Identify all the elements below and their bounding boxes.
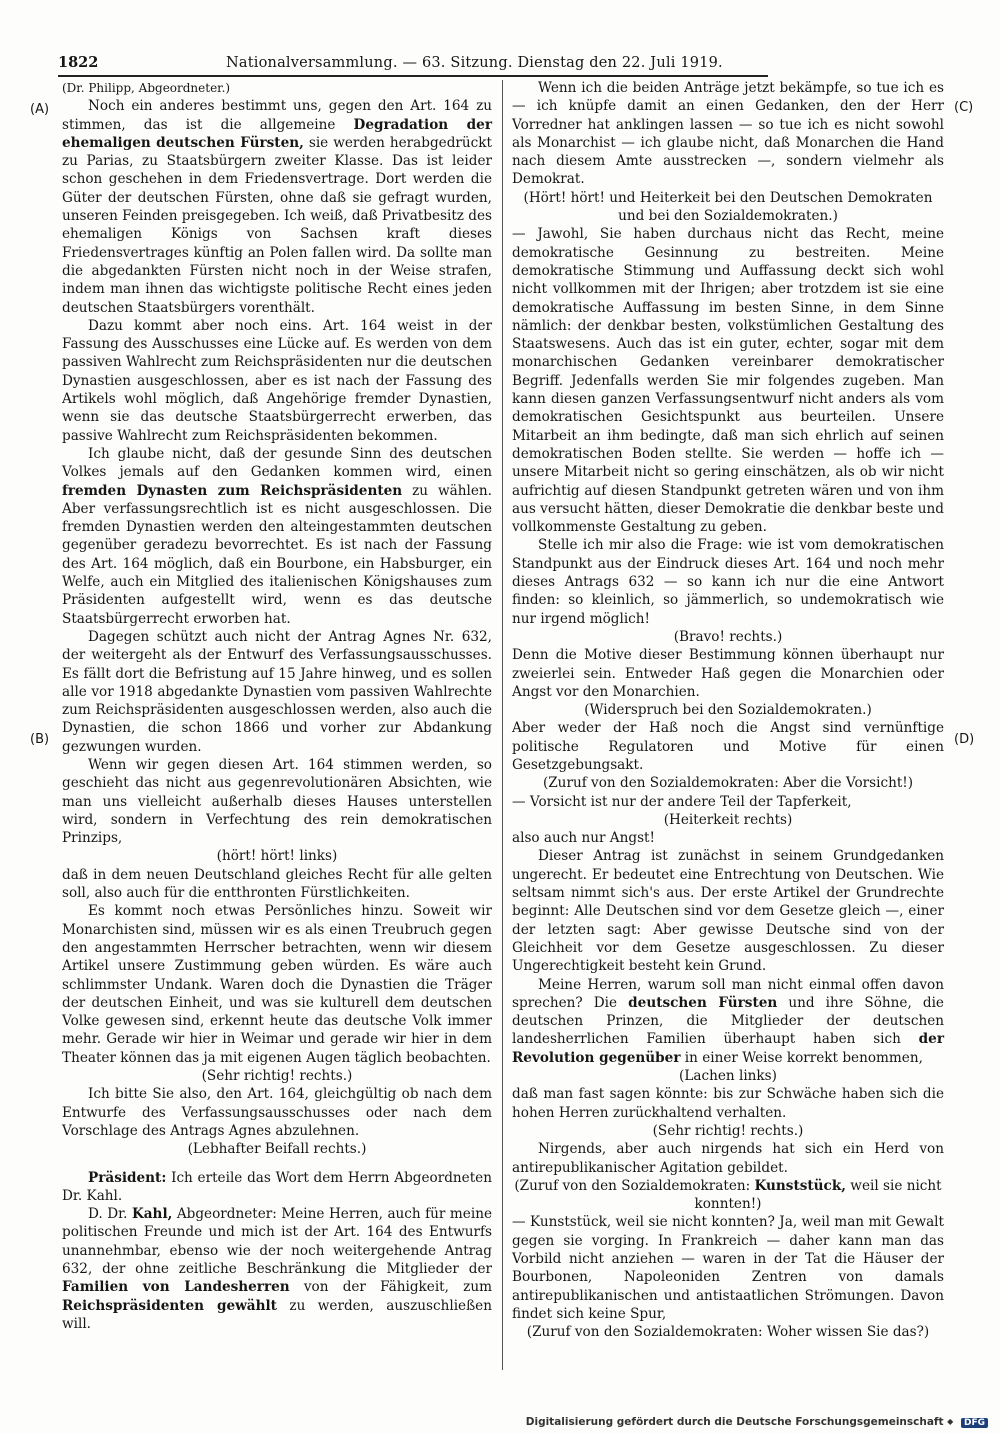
running-title: Nationalversammlung. — 63. Sitzung. Dienstag den 22. Juli 1919. [226, 55, 723, 71]
margin-marker-a: (A) [30, 102, 50, 117]
text: weil sie nicht konnten!) [694, 1177, 942, 1213]
funding-footer [526, 1416, 988, 1428]
bold-text: Kunststück, [754, 1177, 846, 1194]
text: und ihre Söhne, die deutschen Prinzen, die Mitglieder der deutschen landesherrlichen Familien überhaupt haben sich [512, 994, 944, 1048]
interjection: (Heiterkeit rechts) [663, 811, 793, 828]
president-statement [62, 1169, 492, 1206]
paragraph: Nirgends, aber auch nirgends hat sich ein Herd von antirepublikanischer Agitation gebildet. [512, 1141, 944, 1176]
paragraph [62, 97, 492, 317]
page-header [58, 52, 772, 74]
interjection: (Bravo! rechts.) [673, 628, 783, 645]
interjection: (Hört! hört! und Heiterkeit bei den Deutschen Demokraten und bei den Sozialdemokraten.) [523, 189, 933, 225]
interjection [512, 1177, 944, 1214]
kahl-speech [62, 1205, 492, 1333]
interjection: (Sehr richtig! rechts.) [652, 1122, 804, 1139]
paragraph: daß in dem neuen Deutschland gleiches Recht für alle gelten soll, also auch für die entthronten Fürstlichkeiten. [62, 866, 492, 902]
bold-text: Reichspräsidenten gewählt [62, 1297, 277, 1314]
right-column [512, 79, 944, 1341]
paragraph: Dieser Antrag ist zunächst in seinem Grundgedanken ungerecht. Er bedeutet eine Entrechtung von Deutschen. Wie seltsam nimmt sich's aus. Der erste Artikel der Grundrechte beginnt: Alle Deutschen sind vor dem Gesetze gleich —, einer der letzten sagt: Aber gewisse Deutsche sind von der Gleichheit vor dem Gesetze ausgeschlossen. Zu dieser Ungerechtigkeit besteht kein Grund. [512, 848, 944, 975]
bold-text: fremden Dynasten zum Reichspräsidenten [62, 482, 403, 499]
header-rule [58, 75, 768, 77]
column-divider [502, 80, 503, 1370]
bold-text: Degradation der ehemaligen deutschen Fürsten, [62, 116, 492, 151]
interjection: (Widerspruch bei den Sozialdemokraten.) [584, 702, 872, 719]
paragraph: Wenn wir gegen diesen Art. 164 stimmen werden, so geschieht das nicht aus gegenrevolutionären Absichten, wie man uns vielleicht außerhalb dieses Hauses unterstellen wird, sondern in Verfechtung des rein demokratischen Prinzips, [62, 756, 492, 847]
text: Abgeordneter: Meine Herren, auch für meine politischen Freunde und mich ist der Art. 164 des Entwurfs unannehmbar, ebenso wie der noch weitergehende Antrag 632, der ohne zeitliche Beschränkung die Mitglieder der [62, 1206, 492, 1277]
bold-text: Familien von Landesherren [62, 1279, 290, 1296]
text: zu werden, auszuschließen will. [62, 1297, 492, 1332]
paragraph [512, 976, 944, 1067]
text: von der Fähigkeit, zum [289, 1279, 492, 1296]
paragraph: also auch nur Angst! [512, 830, 655, 847]
speaker-role: (Dr. Philipp, Abgeordneter.) [62, 81, 231, 95]
text: zu wählen. Aber verfassungsrechtlich ist es nicht ausgeschlossen. Die fremden Dynastien werden den alteingestammten deutschen gegenüber geradezu bevorrechtet. Es ist nach der Fassung des Art. 164 möglich, daß ein Bourbone, ein Habsburger, ein Welfe, auch ein Mitglied des italienischen Königshauses zum Präsidenten aufgestellt wird, wenn es das deutsche Staatsbürgerrecht erworben hat. [62, 482, 492, 627]
text: Noch ein anderes bestimmt uns, gegen den Art. 164 zu stimmen, das ist die allgemeine [62, 98, 492, 133]
paragraph: Ich bitte Sie also, den Art. 164, gleichgültig ob nach dem Entwurfe des Verfassungsausschusses oder nach dem Vorschlage des Antrags Agnes abzulehnen. [62, 1086, 492, 1139]
paragraph: — Kunststück, weil sie nicht konnten? Ja, weil man mit Gewalt gegen sie vorging. In Frankreich — daher kann man das Vorbild nicht anziehen — waren in der Tat die Häuser der Bourbonen, Napoleoniden Zentren von damals antirepublikanischen und antistaatlichen Strömungen. Davon findet sich keine Spur, [512, 1214, 944, 1322]
paragraph: — Vorsicht ist nur der andere Teil der Tapferkeit, [512, 793, 852, 810]
dfg-logo: DFG [961, 1418, 988, 1428]
speaker-name: Kahl, [131, 1206, 173, 1223]
paragraph: Es kommt noch etwas Persönliches hinzu. Soweit wir Monarchisten sind, müssen wir es als einen Treubruch gegen den angestammten Herrscher betrachten, wenn wir diesem Artikel unsere Zustimmung geben würden. Es wäre auch schlimmster Undank. Waren doch die Dynastien die Träger der deutschen Einheit, und was sie kulturell dem deutschen Volke gewesen sind, erkennt heute das deutsche Volk immer mehr. Gerade wir hier in Weimar und gerade wir hier in dem Theater können das ja mit eigenen Augen täglich beobachten. [62, 903, 492, 1066]
interjection: (Zuruf von den Sozialdemokraten: Woher wissen Sie das?) [526, 1324, 930, 1341]
text: Ich glaube nicht, daß der gesunde Sinn des deutschen Volkes jemals auf den Gedanken kommen wird, einen [62, 445, 492, 481]
page-number: 1822 [58, 54, 99, 71]
bold-text: deutschen Fürsten [628, 994, 778, 1011]
interjection: (Zuruf von den Sozialdemokraten: Aber die Vorsicht!) [542, 775, 914, 792]
interjection: (Lachen links) [679, 1068, 777, 1085]
paragraph: Wenn ich die beiden Anträge jetzt bekämpfe, so tue ich es — ich knüpfe damit an einen Gedanken, den der Herr Vorredner hat anklingen lassen — so tue ich es nicht sowohl als Monarchist — ich glaube nicht, daß Monarchen die Hand nach diesem Amte ausstrecken —, sondern vielmehr als Demokrat. [512, 80, 944, 188]
text: D. Dr. [88, 1206, 132, 1223]
interjection: (Lebhafter Beifall rechts.) [187, 1141, 367, 1158]
text: in einer Weise korrekt benommen, [680, 1049, 923, 1066]
paragraph: Stelle ich mir also die Frage: wie ist vom demokratischen Standpunkt aus der Eindruck dieses Art. 164 und noch mehr dieses Antrags 632 — so kann ich nur die eine Antwort finden: so kleinlich, so jämmerlich, so undemokratisch wie nur irgend möglich! [512, 537, 944, 627]
paragraph: Dazu kommt aber noch eins. Art. 164 weist in der Fassung des Ausschusses eine Lücke auf. Es werden von dem passiven Wahlrecht zum Reichspräsidenten nur die deutschen Dynastien ausgeschlossen, aber es ist nach der Fassung des Artikels wohl möglich, daß Angehörige fremder Dynastien, wenn sie das deutsche Staatsbürgerrecht erwerben, das passive Wahlrecht zum Reichspräsidenten bekommen. [62, 317, 492, 444]
left-column [62, 79, 492, 1333]
speaker-name: Präsident: [88, 1169, 167, 1186]
text: (Zuruf von den Sozialdemokraten: [514, 1177, 755, 1194]
margin-marker-c: (C) [954, 100, 974, 115]
paragraph: Dagegen schützt auch nicht der Antrag Agnes Nr. 632, der weitergeht als der Entwurf des Verfassungsausschusses. Es fällt dort die Befristung auf 15 Jahre hinweg, und es sollen alle vor 1918 abgedankte Dynastien vom passiven Wahlrechte zum Reichspräsidenten ausgeschlossen werden, also auch die Dynastien, die schon 1866 und vorher zur Abdankung gezwungen wurden. [62, 628, 492, 755]
paragraph: Aber weder der Haß noch die Angst sind vernünftige politische Regulatoren und Motive für einen Gesetzgebungsakt. [512, 720, 944, 773]
interjection: (hört! hört! links) [216, 848, 338, 865]
interjection: (Sehr richtig! rechts.) [201, 1068, 353, 1085]
text: Meine Herren, warum soll man nicht einmal offen davon sprechen? Die [512, 976, 944, 1011]
paragraph [62, 445, 492, 628]
paragraph: daß man fast sagen könnte: bis zur Schwäche haben sich die hohen Herren zurückhaltend verhalten. [512, 1086, 944, 1121]
margin-marker-d: (D) [954, 732, 975, 747]
diamond-icon: ◆ [947, 1417, 954, 1426]
bold-text: der Revolution gegenüber [512, 1031, 944, 1066]
text: sie werden herabgedrückt zu Parias, zu Staatsbürgern zweiter Klasse. Das ist leider schon geschehen in dem Friedensvertrage. Dort werden die Güter der deutschen Fürsten, ohne daß sie gefragt wurden, unseren Feinden preisgegeben. Ich weiß, daß Privatbesitz des ehemaligen Königs von Sachsen kraft dieses Friedensvertrages künftig an Polen fallen wird. Da sollte man die abgedankten Fürsten nicht noch in der Weise strafen, indem man ihnen das wichtigste politische Recht eines jeden deutschen Staatsbürgers vorenthält. [62, 134, 493, 316]
text: Ich erteile das Wort dem Herrn Abgeordneten Dr. Kahl. [62, 1169, 492, 1204]
margin-marker-b: (B) [30, 732, 50, 747]
paragraph: — Jawohl, Sie haben durchaus nicht das Recht, meine demokratische Gesinnung zu bestreiten. Meine demokratische Stimmung und Auffassung deckt sich wohl nicht vollkommen mit der Ihrigen; aber trotzdem ist sie eine demokratische Auffassung im besten Sinne, in dem Sinne nämlich: der denkbar besten, volkstümlichen Gestaltung des Staatswesens. Auch das ist ein guter, echter, sogar mit dem monarchischen Gedanken vereinbarer demokratischer Begriff. Jedenfalls werden Sie mir folgendes zugeben. Man kann diesen ganzen Verfassungsentwurf nicht anders als vom demokratischen Gesichtspunkt aus beurteilen. Unsere Mitarbeit an ihm bedingte, daß man sich ehrlich auf seinen demokratischen Boden stellte. Sie werden — hoffe ich — unsere Mitarbeit nicht so gering einschätzen, als ob wir nicht aufrichtig auf diesen Standpunkt getreten wären und von ihm aus versucht hätten, dieser Demokratie die denkbar beste und vollkommenste Gestaltung zu geben. [512, 226, 944, 536]
paragraph: Denn die Motive dieser Bestimmung können überhaupt nur zweierlei sein. Entweder Haß gegen die Monarchien oder Angst vor den Monarchien. [512, 647, 944, 700]
footer-text: Digitalisierung gefördert durch die Deutsche Forschungsgemeinschaft [525, 1416, 944, 1428]
